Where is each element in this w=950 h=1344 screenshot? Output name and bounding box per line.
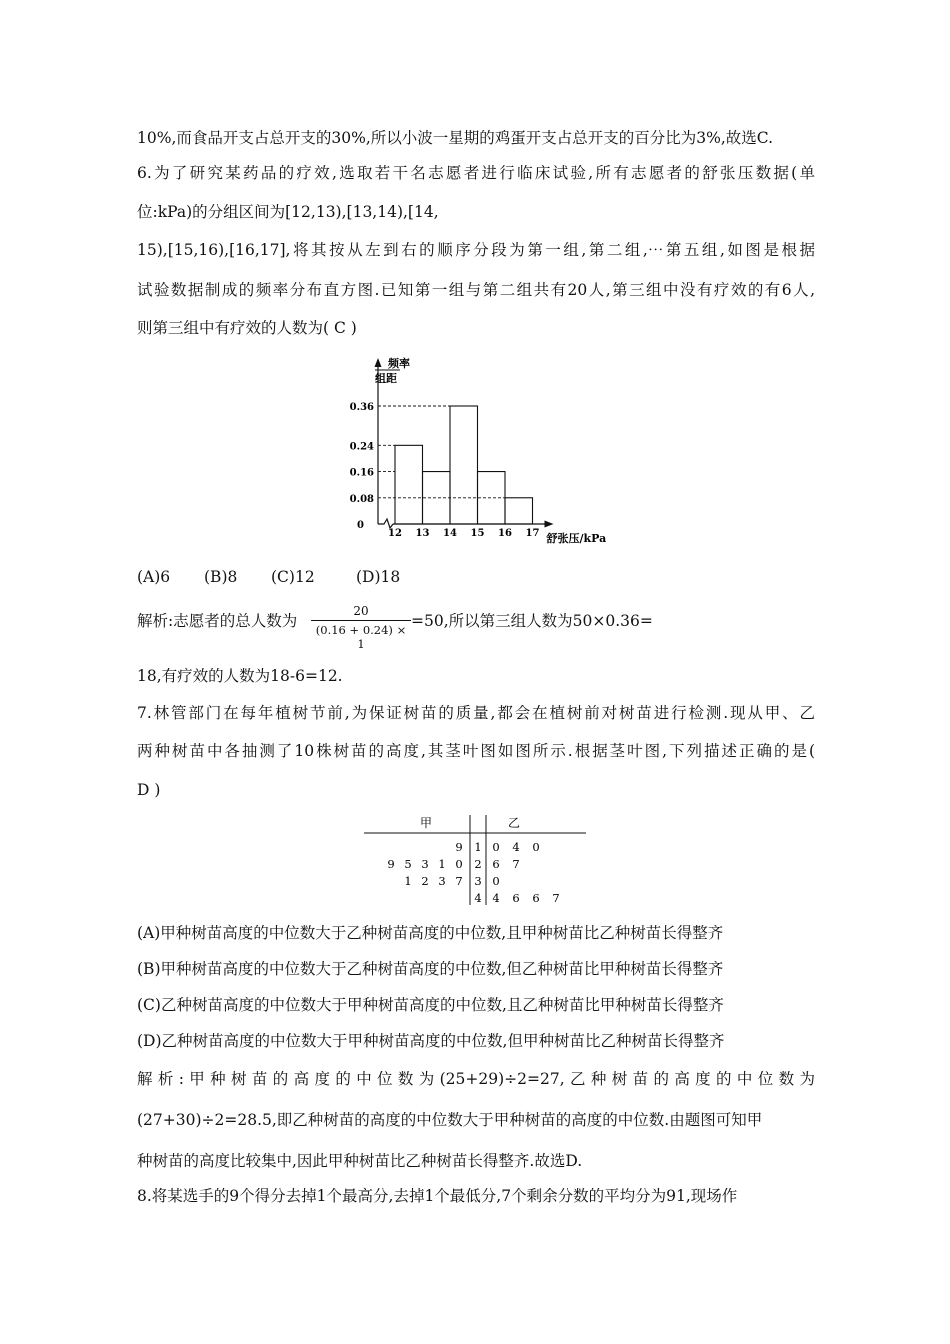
right-header: 乙 [507, 816, 521, 830]
histogram-bar [450, 406, 478, 524]
text-line: D ) [137, 781, 161, 799]
left-leaf: 5 [404, 857, 412, 871]
y-tick-label: 0.36 [349, 402, 374, 413]
text-line: 则第三组中有疗效的人数为( C ) [137, 319, 357, 337]
x-tick-label: 16 [498, 528, 512, 539]
text-line: 种树苗的高度比较集中,因此甲种树苗比乙种树苗长得整齐.故选D. [137, 1152, 583, 1170]
stem-value: 2 [474, 857, 482, 871]
fraction-denominator: (0.16 + 0.24) × 1 [315, 623, 407, 651]
stem-value: 3 [474, 874, 482, 888]
fraction [311, 604, 411, 651]
fraction-numerator: 20 [311, 604, 411, 621]
left-leaf: 2 [421, 874, 429, 888]
right-leaf: 0 [532, 840, 540, 854]
left-leaf: 7 [455, 874, 463, 888]
stem-leaf-plot [364, 815, 590, 907]
x-tick-label: 14 [443, 528, 457, 539]
solution-prefix: 解析:志愿者的总人数为 [137, 612, 298, 630]
right-leaf: 7 [552, 891, 560, 905]
x-tick-label: 17 [525, 528, 540, 539]
left-leaf: 0 [455, 857, 463, 871]
histogram-bar [505, 498, 533, 524]
question-6-stem: 6.为了研究某药品的疗效,选取若干名志愿者进行临床试验,所有志愿者的舒张压数据(单 [137, 164, 815, 182]
text-line: 18,有疗效的人数为18-6=12. [137, 667, 343, 685]
frequency-histogram [340, 350, 620, 550]
option-d: (D)18 [356, 568, 401, 586]
right-leaf: 4 [492, 891, 500, 905]
solution-suffix: =50,所以第三组人数为50×0.36= [411, 612, 653, 630]
x-tick-label: 15 [470, 528, 485, 539]
option-b: (B)8 [204, 568, 238, 586]
option-d: (D)乙种树苗高度的中位数大于甲种树苗高度的中位数,但甲种树苗比乙种树苗长得整齐 [137, 1032, 725, 1050]
option-b: (B)甲种树苗高度的中位数大于乙种树苗高度的中位数,但乙种树苗比甲种树苗长得整齐 [137, 960, 724, 978]
right-leaf: 0 [492, 840, 500, 854]
y-axis-label-bottom: 组距 [375, 372, 397, 385]
histogram-bar [395, 445, 423, 524]
right-leaf: 6 [492, 857, 500, 871]
x-tick-label: 13 [415, 528, 430, 539]
right-leaf: 0 [492, 874, 500, 888]
option-a: (A)甲种树苗高度的中位数大于乙种树苗高度的中位数,且甲种树苗比乙种树苗长得整齐 [137, 924, 724, 942]
axis-break-mark [378, 519, 393, 528]
left-leaf: 3 [421, 857, 429, 871]
right-leaf: 4 [512, 840, 520, 854]
question-8-stem: 8.将某选手的9个得分去掉1个最高分,去掉1个最低分,7个剩余分数的平均分为91,现场作 [137, 1187, 738, 1205]
text-line: 15),[15,16),[16,17],将其按从左到右的顺序分段为第一组,第二组,⋯第五组,如图是根据 [137, 241, 815, 259]
right-leaf: 6 [532, 891, 540, 905]
y-tick-label: 0.16 [349, 467, 374, 479]
stem-value: 4 [474, 891, 482, 905]
x-tick-label: 12 [388, 528, 402, 539]
origin-label: 0 [357, 520, 364, 531]
text-line: 两种树苗中各抽测了10株树苗的高度,其茎叶图如图所示.根据茎叶图,下列描述正确的是( [137, 742, 815, 760]
y-axis-label-top: 频率 [388, 357, 410, 370]
stem-value: 1 [474, 840, 482, 854]
right-leaf: 7 [512, 857, 520, 871]
x-axis-label: 舒张压/kPa [546, 532, 607, 545]
question-7-stem: 7.林管部门在每年植树节前,为保证树苗的质量,都会在植树前对树苗进行检测.现从甲、乙 [137, 704, 815, 722]
x-axis-arrow [545, 521, 554, 528]
option-c: (C)乙种树苗高度的中位数大于甲种树苗高度的中位数,且乙种树苗比甲种树苗长得整齐 [137, 996, 724, 1014]
right-leaf: 6 [512, 891, 520, 905]
left-leaf: 9 [455, 840, 463, 854]
left-header: 甲 [419, 816, 433, 830]
left-leaf: 9 [387, 857, 395, 871]
left-leaf: 1 [438, 857, 446, 871]
y-tick-label: 0.08 [349, 493, 374, 505]
y-tick-label: 0.24 [349, 441, 374, 453]
text-line: 位:kPa)的分组区间为[12,13),[13,14),[14, [137, 203, 439, 221]
text-line: 试验数据制成的频率分布直方图.已知第一组与第二组共有20人,第三组中没有疗效的有6人, [137, 281, 815, 299]
solution-text: 解析:甲种树苗的高度的中位数为(25+29)÷2=27,乙种树苗的高度的中位数为 [137, 1070, 815, 1088]
y-axis-arrow [375, 358, 382, 367]
left-leaf: 1 [404, 874, 412, 888]
option-a: (A)6 [137, 568, 171, 586]
left-leaf: 3 [438, 874, 446, 888]
option-c: (C)12 [271, 568, 315, 586]
text-line: (27+30)÷2=28.5,即乙种树苗的高度的中位数大于甲种树苗的高度的中位数.由题图可知甲 [137, 1111, 763, 1129]
text-line: 10%,而食品开支占总开支的30%,所以小波一星期的鸡蛋开支占总开支的百分比为3%,故选C. [137, 129, 774, 147]
